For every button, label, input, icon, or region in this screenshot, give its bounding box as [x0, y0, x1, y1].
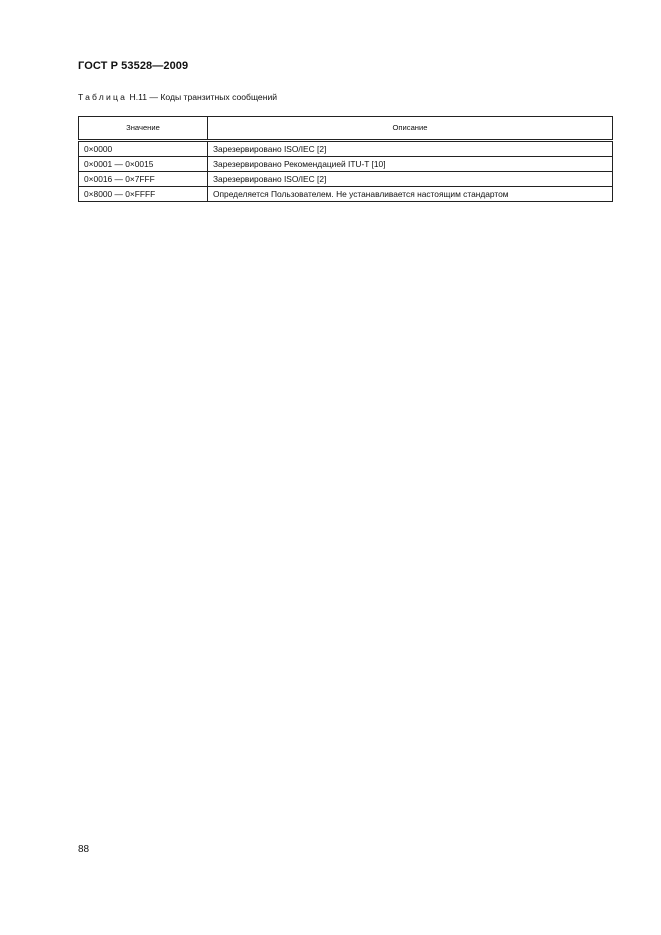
table-row: [79, 172, 613, 187]
table-header-row: [79, 117, 613, 141]
table-row: [79, 141, 613, 157]
table-cell-description: Зарезервировано Рекомендацией ITU-T [10]: [208, 157, 613, 172]
table-cell-description: Зарезервировано ISO/IEC [2]: [208, 141, 613, 157]
table-cell-value: 0×8000 — 0×FFFF: [79, 187, 208, 202]
table-caption: [78, 92, 277, 102]
table-cell-value: 0×0001 — 0×0015: [79, 157, 208, 172]
page-number: 88: [78, 844, 90, 855]
table-caption-word: Таблица: [78, 92, 128, 102]
table-cell-description: Зарезервировано ISO/IEC [2]: [208, 172, 613, 187]
document-header: ГОСТ Р 53528—2009: [78, 60, 189, 72]
column-header-description: Описание: [208, 117, 613, 141]
table-cell-description: Определяется Пользователем. Не устанавливается настоящим стандартом: [208, 187, 613, 202]
codes-table: [78, 116, 613, 202]
table-cell-value: 0×0000: [79, 141, 208, 157]
table-cell-value: 0×0016 — 0×7FFF: [79, 172, 208, 187]
table-row: [79, 157, 613, 172]
table-row: [79, 187, 613, 202]
table-caption-text: Н.11 — Коды транзитных сообщений: [129, 92, 278, 102]
column-header-value: Значение: [79, 117, 208, 141]
